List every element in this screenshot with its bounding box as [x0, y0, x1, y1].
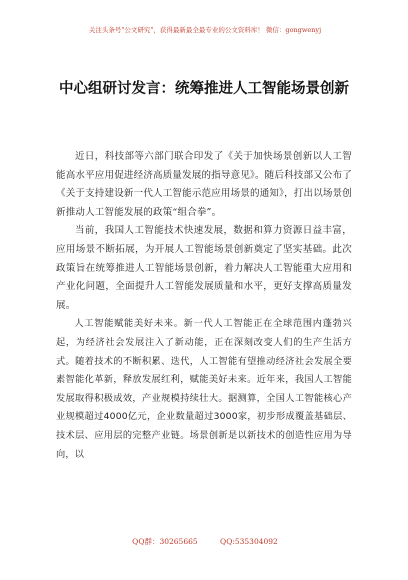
document-title: 中心组研讨发言：统筹推进人工智能场景创新: [59, 81, 349, 97]
paragraph-3: 人工智能赋能美好未来。新一代人工智能正在全球范围内蓬勃兴起，为经济社会发展注入了新动能，正在深刻改变人们的生产生活方式。随着技术的不断积累、迭代，人工智能有望推动经济社会发展全要素智能化革新，释放发展红利，赋能美好未来。近年来，我国人工智能发展取得积极成效，产业规模持续壮大。据测算，全国人工智能核心产业规模超过4000亿元，企业数量超过3000家，初步形成覆盖基础层、技术层、应用层的完整产业链。场景创新是以新技术的创造性应用为导向，以: [56, 318, 352, 460]
document-body: [56, 148, 352, 464]
promo-header: 关注头条号"公文研究"，获得最新最全最专业的公文资料库！ 微信：gongwenyj: [88, 26, 322, 34]
paragraph-2: 当前，我国人工智能技术快速发展，数据和算力资源日益丰富，应用场景不断拓展，为开展人工智能场景创新奠定了坚实基础。此次政策旨在统筹推进人工智能场景创新，着力解决人工智能重大应用和产业化问题，全面提升人工智能发展质量和水平，更好支撑高质量发展。: [56, 225, 352, 311]
qq-contact-number: QQ:535304092: [220, 537, 278, 546]
contact-footer: [80, 536, 330, 547]
qq-group-number: QQ群：30265665: [132, 537, 198, 546]
paragraph-1: 近日，科技部等六部门联合印发了《关于加快场景创新以人工智能高水平应用促进经济高质量发展的指导意见》。随后科技部又公布了《关于支持建设新一代人工智能示范应用场景的通知》，打出以场景创新推动人工智能发展的政策“组合拳”。: [56, 151, 352, 218]
